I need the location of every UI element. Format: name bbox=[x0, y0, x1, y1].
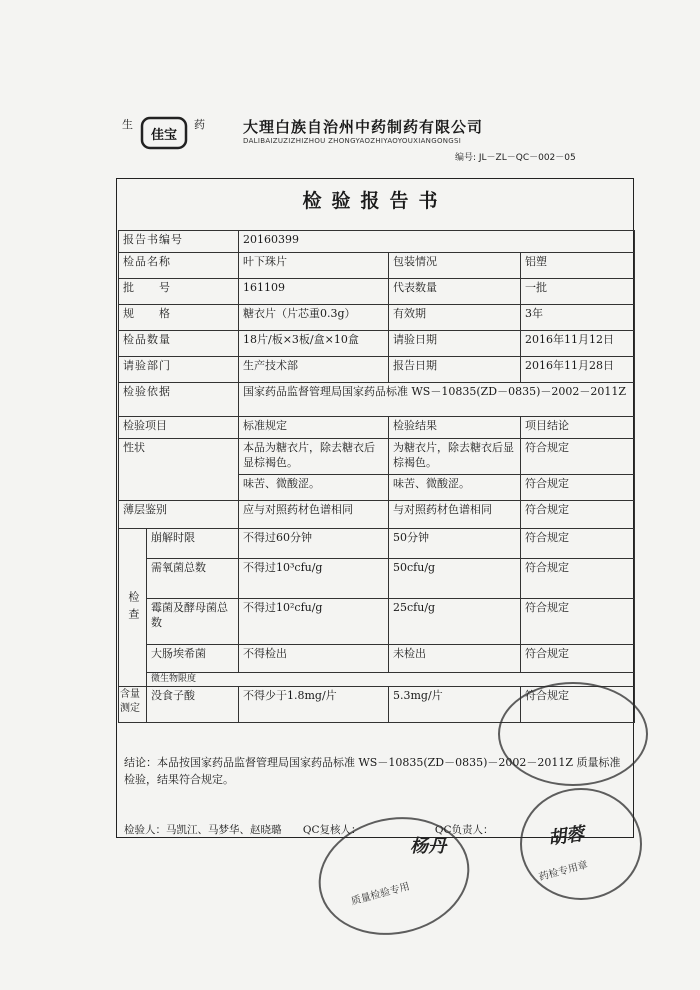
package-value: 铝塑 bbox=[521, 253, 635, 279]
row-basis bbox=[119, 383, 635, 417]
row-dept bbox=[119, 357, 635, 383]
company-name: 大理白族自治州中药制药有限公司 bbox=[243, 118, 484, 136]
character-con-2: 符合规定 bbox=[521, 475, 635, 501]
mold-label: 霉菌及酵母菌总数 bbox=[147, 599, 239, 645]
disint-std: 不得过60分钟 bbox=[239, 529, 389, 559]
ecoli-res: 未检出 bbox=[389, 645, 521, 673]
conformity-stamp bbox=[498, 682, 648, 786]
logo-text-left: 生 bbox=[122, 118, 133, 131]
tlc-res: 与对照药材色谱相同 bbox=[389, 501, 521, 529]
package-label: 包装情况 bbox=[389, 253, 521, 279]
report-date-value: 2016年11月28日 bbox=[521, 357, 635, 383]
validity-value: 3年 bbox=[521, 305, 635, 331]
row-items-header bbox=[119, 417, 635, 439]
test-date-value: 2016年11月12日 bbox=[521, 331, 635, 357]
row-ecoli bbox=[119, 645, 635, 673]
tlc-con: 符合规定 bbox=[521, 501, 635, 529]
row-sample bbox=[119, 331, 635, 357]
row-mold bbox=[119, 599, 635, 645]
sample-qty-value: 18片/板×3板/盒×10盒 bbox=[239, 331, 389, 357]
assay-label: 含量测定 bbox=[119, 687, 147, 723]
spec-value: 糖衣片（片芯重0.3g） bbox=[239, 305, 389, 331]
row-tlc bbox=[119, 501, 635, 529]
row-report-no bbox=[119, 231, 635, 253]
character-std-2: 味苦、微酸涩。 bbox=[239, 475, 389, 501]
logo-text-right: 药 bbox=[194, 118, 205, 131]
quantity-label: 代表数量 bbox=[389, 279, 521, 305]
company-pinyin: DALIBAIZUZIZHIZHOU ZHONGYAOZHIYAOYOUXIANGONGSI bbox=[243, 137, 462, 145]
character-res-1: 为糖衣片，除去糖衣后显棕褐色。 bbox=[389, 439, 521, 475]
reviewer-label: QC复核人： bbox=[302, 824, 362, 836]
validity-label: 有效期 bbox=[389, 305, 521, 331]
conclusion-text: 结论：本品按国家药品监督管理局国家药品标准 WS－10835(ZD－0835)－2002－2011Z 质量标准检验，结果符合规定。 bbox=[124, 756, 621, 787]
document-code: 编号: JL－ZL－QC－002－05 bbox=[455, 153, 576, 163]
row-spec bbox=[119, 305, 635, 331]
tlc-std: 应与对照药材色谱相同 bbox=[239, 501, 389, 529]
micro-label: 微生物限度 bbox=[147, 673, 635, 687]
mold-res: 25cfu/g bbox=[389, 599, 521, 645]
tlc-label: 薄层鉴别 bbox=[119, 501, 239, 529]
row-aerobic bbox=[119, 559, 635, 599]
header-item: 检验项目 bbox=[119, 417, 239, 439]
reviewer-signature: 杨丹 bbox=[410, 836, 446, 857]
character-std-1: 本品为糖衣片，除去糖衣后显棕褐色。 bbox=[239, 439, 389, 475]
character-label: 性状 bbox=[119, 439, 239, 501]
basis-value: 国家药品监督管理局国家药品标准 WS－10835(ZD－0835)－2002－2011Z bbox=[239, 383, 635, 417]
row-batch bbox=[119, 279, 635, 305]
ecoli-con: 符合规定 bbox=[521, 645, 635, 673]
aerobic-std: 不得过10³cfu/g bbox=[239, 559, 389, 599]
character-con-1: 符合规定 bbox=[521, 439, 635, 475]
qa-stamp-text: 质量检验专用 bbox=[350, 881, 411, 908]
dept-stamp bbox=[520, 788, 642, 900]
company-logo bbox=[120, 114, 210, 154]
disint-label: 崩解时限 bbox=[147, 529, 239, 559]
sample-qty-label: 检品数量 bbox=[119, 331, 239, 357]
header-conclusion: 项目结论 bbox=[521, 417, 635, 439]
ecoli-std: 不得检出 bbox=[239, 645, 389, 673]
dept-label: 请验部门 bbox=[119, 357, 239, 383]
disint-con: 符合规定 bbox=[521, 529, 635, 559]
report-date-label: 报告日期 bbox=[389, 357, 521, 383]
inspection-table bbox=[118, 230, 635, 723]
header-result: 检验结果 bbox=[389, 417, 521, 439]
dept-value: 生产技术部 bbox=[239, 357, 389, 383]
aerobic-res: 50cfu/g bbox=[389, 559, 521, 599]
header-standard: 标准规定 bbox=[239, 417, 389, 439]
head-label: QC负责人： bbox=[434, 824, 494, 836]
logo-badge: 佳宝 bbox=[150, 128, 178, 143]
row-disintegration bbox=[119, 529, 635, 559]
report-title: 检验报告书 bbox=[302, 190, 448, 212]
mold-con: 符合规定 bbox=[521, 599, 635, 645]
row-character-1 bbox=[119, 439, 635, 475]
disint-res: 50分钟 bbox=[389, 529, 521, 559]
spec-label: 规 格 bbox=[119, 305, 239, 331]
assay-con: 符合规定 bbox=[521, 687, 635, 723]
batch-label: 批 号 bbox=[119, 279, 239, 305]
ecoli-label: 大肠埃希菌 bbox=[147, 645, 239, 673]
aerobic-label: 需氧菌总数 bbox=[147, 559, 239, 599]
product-label: 检品名称 bbox=[119, 253, 239, 279]
head-signature: 胡蓉 bbox=[546, 823, 586, 850]
character-res-2: 味苦、微酸涩。 bbox=[389, 475, 521, 501]
test-date-label: 请验日期 bbox=[389, 331, 521, 357]
basis-label: 检验依据 bbox=[119, 383, 239, 417]
report-no-value: 20160399 bbox=[239, 231, 635, 253]
dept-stamp-text: 药检专用章 bbox=[537, 859, 590, 884]
check-label: 检查 bbox=[119, 529, 147, 687]
assay-std: 不得少于1.8mg/片 bbox=[239, 687, 389, 723]
row-product bbox=[119, 253, 635, 279]
assay-item: 没食子酸 bbox=[147, 687, 239, 723]
aerobic-con: 符合规定 bbox=[521, 559, 635, 599]
assay-res: 5.3mg/片 bbox=[389, 687, 521, 723]
product-value: 叶下珠片 bbox=[239, 253, 389, 279]
inspector-names: 检验人：马凯江、马梦华、赵晓璐 bbox=[124, 824, 282, 836]
quantity-value: 一批 bbox=[521, 279, 635, 305]
mold-std: 不得过10²cfu/g bbox=[239, 599, 389, 645]
batch-value: 161109 bbox=[239, 279, 389, 305]
report-no-label: 报告书编号 bbox=[119, 231, 239, 253]
